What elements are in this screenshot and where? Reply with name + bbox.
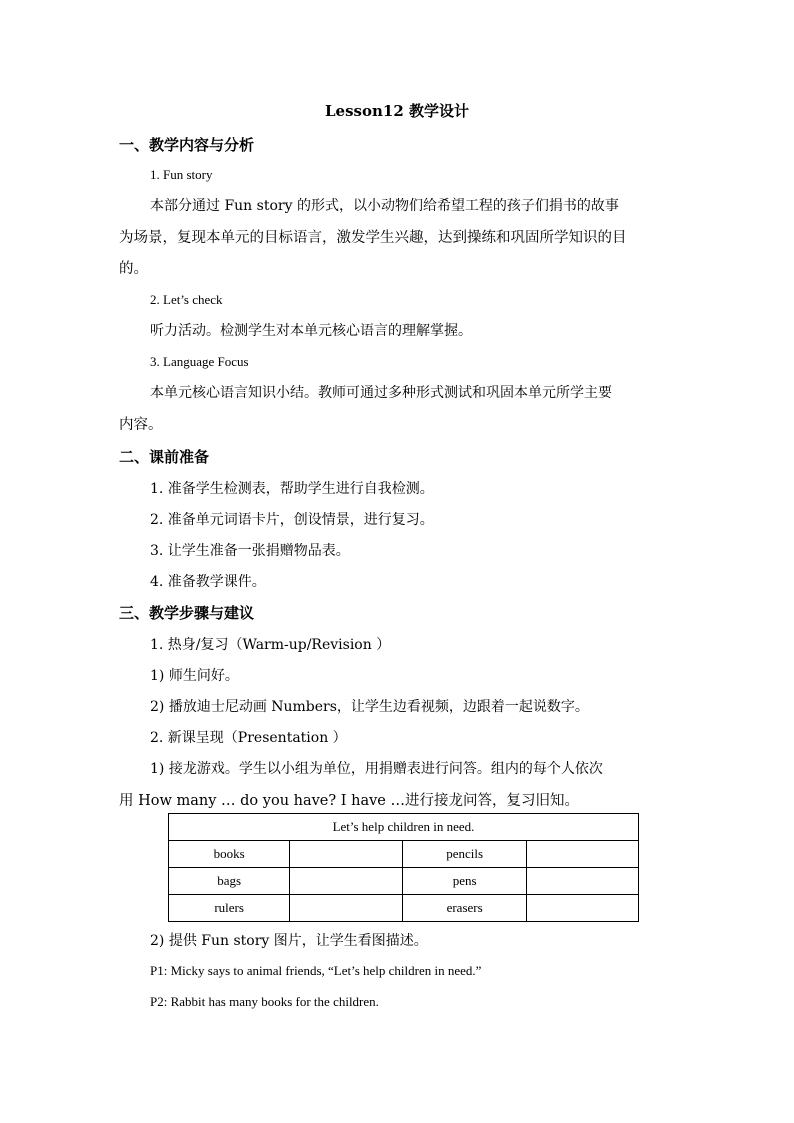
language-focus-label: 3. Language Focus bbox=[150, 354, 249, 369]
fun-story-label: 1. Fun story bbox=[150, 167, 213, 182]
lets-check-label: 2. Let’s check bbox=[150, 292, 223, 307]
fun-story-line-3: 的。 bbox=[119, 261, 148, 277]
picture-1-description: P1: Micky says to animal friends, “Let’s help children in need.” bbox=[150, 963, 482, 978]
step1-item-1: 1) 师生问好。 bbox=[150, 668, 239, 684]
step1-heading: 1. 热身/复习（Warm-up/Revision ） bbox=[150, 637, 391, 653]
table-row bbox=[169, 841, 639, 868]
lets-check-line: 听力活动。检测学生对本单元核心语言的理解掌握。 bbox=[150, 323, 472, 339]
table-row bbox=[169, 895, 639, 922]
table-cell: books bbox=[169, 841, 290, 868]
table-cell: bags bbox=[169, 868, 290, 895]
fun-story-line-1: 本部分通过 Fun story 的形式，以小动物们给希望工程的孩子们捐书的故事 bbox=[150, 198, 619, 214]
table-header-row bbox=[169, 814, 639, 841]
donation-table bbox=[168, 813, 639, 922]
section2-heading: 二、课前准备 bbox=[119, 448, 210, 466]
section1-heading: 一、教学内容与分析 bbox=[119, 136, 255, 154]
table-cell bbox=[526, 895, 638, 922]
table-row bbox=[169, 868, 639, 895]
step2-item-1-line-1: 1) 接龙游戏。学生以小组为单位，用捐赠表进行问答。组内的每个人依次 bbox=[150, 761, 603, 777]
prep-item-2: 2. 准备单元词语卡片，创设情景，进行复习。 bbox=[150, 512, 434, 528]
step2-item-1-line-2: 用 How many … do you have? I have …进行接龙问答，复习旧知。 bbox=[119, 793, 579, 809]
table-cell bbox=[290, 868, 403, 895]
table-cell bbox=[290, 841, 403, 868]
table-header: Let’s help children in need. bbox=[169, 814, 639, 841]
section3-heading: 三、教学步骤与建议 bbox=[119, 604, 255, 622]
step1-item-2: 2) 播放迪士尼动画 Numbers，让学生边看视频，边跟着一起说数字。 bbox=[150, 699, 589, 715]
prep-item-1: 1. 准备学生检测表，帮助学生进行自我检测。 bbox=[150, 481, 434, 497]
table-cell bbox=[526, 868, 638, 895]
language-focus-line-1: 本单元核心语言知识小结。教师可通过多种形式测试和巩固本单元所学主要 bbox=[150, 385, 612, 401]
step2-item-2: 2) 提供 Fun story 图片，让学生看图描述。 bbox=[150, 933, 428, 949]
table-cell: rulers bbox=[169, 895, 290, 922]
table-cell bbox=[290, 895, 403, 922]
table-cell: pens bbox=[403, 868, 526, 895]
step2-heading: 2. 新课呈现（Presentation ） bbox=[150, 730, 347, 746]
prep-item-4: 4. 准备教学课件。 bbox=[150, 574, 266, 590]
language-focus-line-2: 内容。 bbox=[119, 417, 163, 433]
picture-2-description: P2: Rabbit has many books for the children. bbox=[150, 994, 379, 1009]
prep-item-3: 3. 让学生准备一张捐赠物品表。 bbox=[150, 543, 350, 559]
document-title: Lesson12 教学设计 bbox=[325, 102, 469, 120]
table-cell bbox=[526, 841, 638, 868]
fun-story-line-2: 为场景，复现本单元的目标语言，激发学生兴趣，达到操练和巩固所学知识的目 bbox=[119, 230, 627, 246]
table-cell: erasers bbox=[403, 895, 526, 922]
table-cell: pencils bbox=[403, 841, 526, 868]
